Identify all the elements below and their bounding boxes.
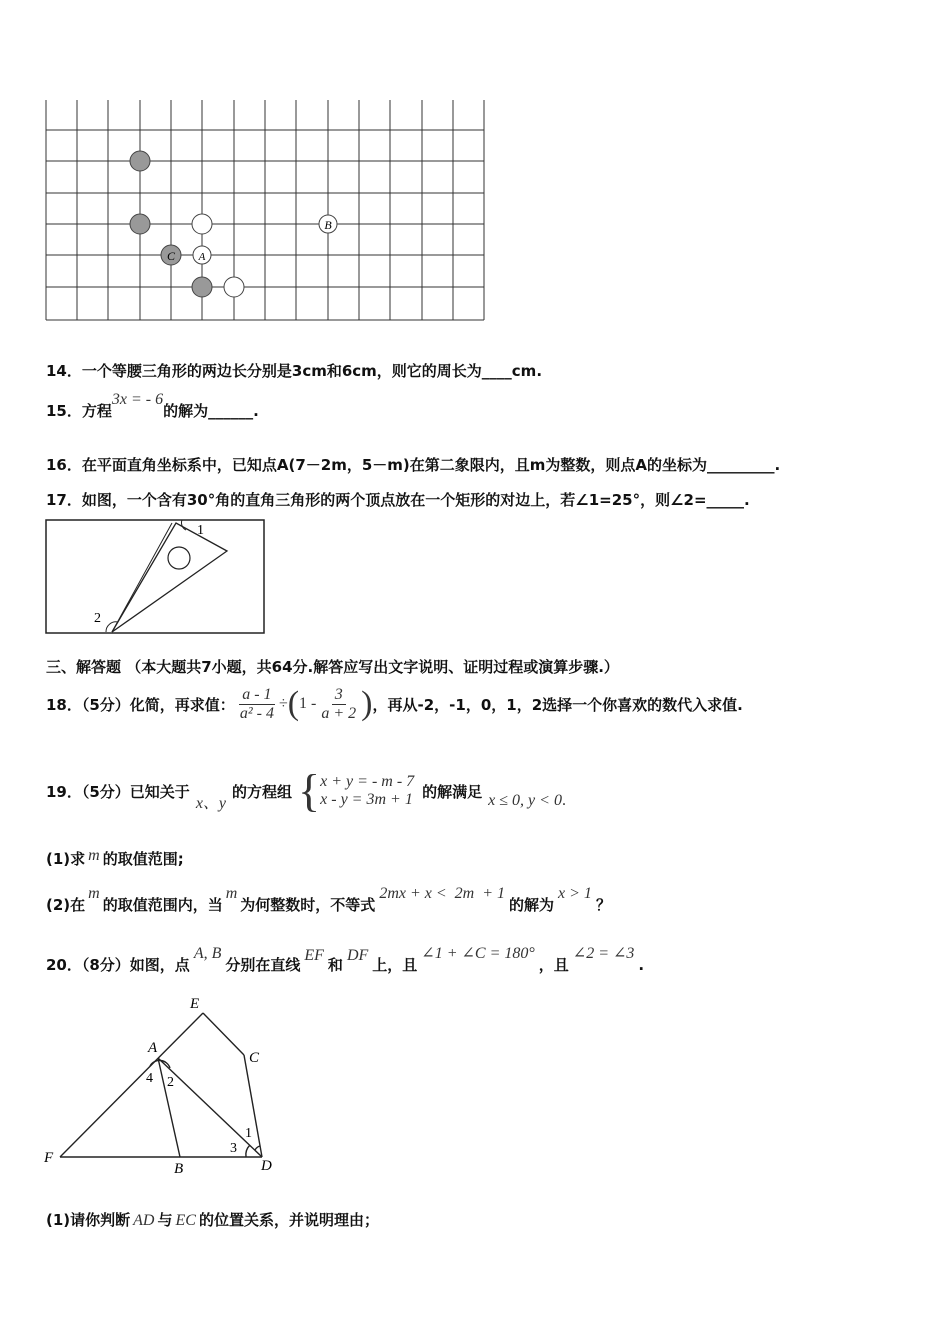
question-17: 17．如图，一个含有30°角的直角三角形的两个顶点放在一个矩形的对边上，若∠1=25°，则∠2=_____. <box>46 491 750 509</box>
q20-mid: 分别在直线 <box>225 956 301 974</box>
q18-one-minus: 1 - <box>299 695 317 712</box>
q19-2-inequality: 2mx + x < 2m + 1 <box>379 885 506 902</box>
q19-eq1: x + y = - m - 7 <box>320 773 415 790</box>
angle-arc-d2 <box>255 1146 260 1150</box>
black-stone <box>130 214 150 234</box>
q19-2-prefix: (2)在 <box>46 896 86 914</box>
q18-divide-sign: ÷ <box>278 695 288 712</box>
q20-prefix: 20．（8分）如图，点 <box>46 956 190 974</box>
q19-1-prefix: (1)求 <box>46 850 86 868</box>
question-19 <box>46 764 566 818</box>
angle2-arc <box>106 622 118 632</box>
question-19-part-1 <box>46 848 184 869</box>
label-b: B <box>174 1161 184 1177</box>
section-3-title: 三、解答题 （本大题共7小题，共64分.解答应写出文字说明、证明过程或演算步骤.） <box>46 658 619 676</box>
white-stone <box>224 277 244 297</box>
q20-figure <box>40 990 290 1180</box>
q20-1-ec: EC <box>175 1212 196 1229</box>
q19-2-solution: x > 1 <box>558 885 592 902</box>
q19-end: . <box>561 792 566 809</box>
label-c: C <box>249 1050 260 1066</box>
q18-suffix: ，再从-2，-1，0，1，2选择一个你喜欢的数代入求值. <box>372 695 743 714</box>
label-d: D <box>261 1158 272 1174</box>
line-ad <box>158 1058 262 1157</box>
black-stone <box>192 277 212 297</box>
line-ab <box>158 1058 180 1157</box>
q20-condition-1: ∠1 + ∠C = 180° <box>421 945 535 962</box>
q20-points: A, B <box>193 945 222 962</box>
q19-system <box>320 773 414 809</box>
q19-vars: x、y <box>195 794 227 812</box>
q19-2-var: m <box>88 885 100 902</box>
q19-brace: { <box>298 765 321 816</box>
q17-figure <box>44 518 268 638</box>
go-board-figure <box>40 96 490 326</box>
q18-fraction-2 <box>318 686 359 723</box>
q18-paren-close: ) <box>361 685 373 722</box>
question-20-part-1 <box>46 1209 379 1230</box>
q19-2-var2: m <box>225 885 238 902</box>
q19-1-suffix: 的取值范围; <box>102 850 184 868</box>
q15-suffix: 的解为______. <box>163 402 259 420</box>
label-e: E <box>190 996 200 1012</box>
label-f: F <box>44 1150 54 1166</box>
label-angle-3: 3 <box>230 1141 237 1156</box>
label-angle-1: 1 <box>245 1126 252 1141</box>
q19-mid: 的方程组 <box>232 782 293 801</box>
q20-1-prefix: (1)请你判断 <box>46 1211 131 1229</box>
q19-2-mid3: 的解为 <box>509 896 555 914</box>
q18-prefix: 18．（5分）化简，再求值： <box>46 695 235 714</box>
q19-condition: x ≤ 0, y < 0 <box>488 792 562 809</box>
q19-2-end: ？ <box>595 896 611 914</box>
angle1-label: 1 <box>197 523 204 538</box>
q18-frac1-denominator: a² - 4 <box>239 704 274 722</box>
black-stone <box>130 151 150 171</box>
stone-a-label: A <box>198 251 206 263</box>
q15-prefix: 15．方程 <box>46 402 112 420</box>
question-20 <box>46 945 645 975</box>
triangle <box>112 523 227 632</box>
triangle-inner-edge <box>112 523 172 632</box>
question-15 <box>46 391 259 421</box>
question-14: 14．一个等腰三角形的两边长分别是3cm和6cm，则它的周长为____cm. <box>46 362 543 380</box>
line-ec <box>203 1013 244 1055</box>
rectangle <box>46 520 264 633</box>
q18-fraction-1 <box>237 686 277 723</box>
q20-condition-2: ∠2 = ∠3 <box>572 945 635 962</box>
board-grid <box>46 100 484 320</box>
q18-frac2-numerator: 3 <box>332 686 346 705</box>
angle-arc-d <box>246 1145 250 1157</box>
q20-1-ad: AD <box>133 1212 155 1229</box>
question-19-part-2 <box>46 885 611 915</box>
q20-1-suffix: 的位置关系，并说明理由； <box>198 1211 379 1229</box>
line-fe <box>60 1013 203 1157</box>
q19-eq2: x - y = 3m + 1 <box>320 791 413 808</box>
label-angle-2: 2 <box>167 1075 174 1090</box>
q20-and: 和 <box>327 956 343 974</box>
q20-line-df: DF <box>346 947 369 964</box>
question-16: 16．在平面直角坐标系中，已知点A(7－2m，5－m)在第二象限内，且m为整数，则点A的坐标为_________. <box>46 456 781 474</box>
q19-mid2: 的解满足 <box>422 782 483 801</box>
q18-frac1-numerator: a - 1 <box>239 686 274 705</box>
q19-2-mid2: 为何整数时，不等式 <box>240 896 376 914</box>
q18-paren-open: ( <box>287 685 300 722</box>
label-angle-4: 4 <box>146 1071 153 1086</box>
question-18 <box>46 682 743 726</box>
q18-frac2-denominator: a + 2 <box>321 704 357 722</box>
label-a: A <box>148 1040 158 1056</box>
q15-equation: 3x = - 6 <box>111 391 164 408</box>
triangle-hole <box>168 547 190 569</box>
angle2-label: 2 <box>94 611 101 626</box>
stone-c-label: C <box>166 249 176 263</box>
stone-b-label: B <box>324 218 332 232</box>
white-stone <box>192 214 212 234</box>
q19-prefix: 19．（5分）已知关于 <box>46 782 190 801</box>
q20-line-ef: EF <box>304 947 324 964</box>
q20-mid3: ，且 <box>538 956 569 974</box>
q20-1-and: 与 <box>157 1211 173 1229</box>
q20-mid2: 上，且 <box>372 956 418 974</box>
q20-end: . <box>638 956 645 974</box>
q19-1-var: m <box>88 847 100 864</box>
q19-2-mid: 的取值范围内，当 <box>102 896 223 914</box>
